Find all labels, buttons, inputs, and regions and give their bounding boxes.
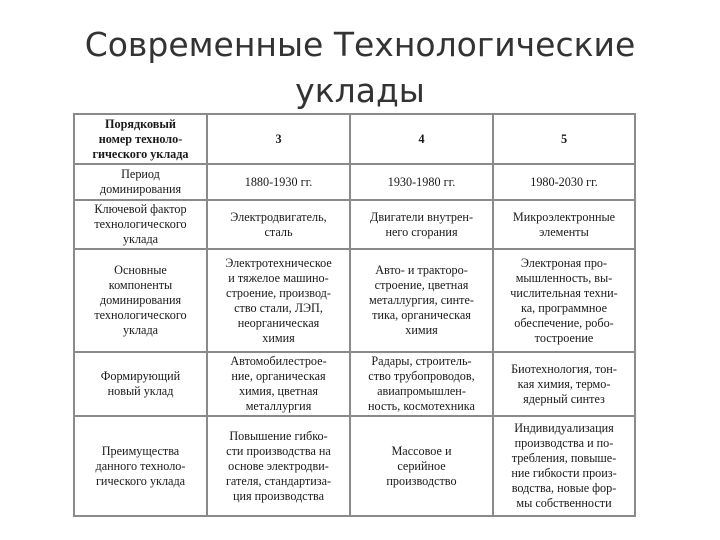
row-label-cell [74,352,207,416]
row-label-line: доминирования [99,182,182,196]
tech-modes-table [73,113,636,517]
cell-line: металлургия [245,399,312,413]
cell-line: Автомобилестрое- [230,354,327,368]
table-cell [493,352,635,416]
cell-line: тостроение [534,330,594,345]
header-label-line: гического уклада [92,146,189,161]
cell-line: химия [405,323,438,337]
title-line-2: уклады [295,71,425,110]
cell-line: ние гибкости произ- [511,466,617,480]
cell-line: строение, производ- [226,285,331,300]
row-label-line: компоненты [108,278,173,292]
table-cell [207,164,350,200]
cell-line: сталь [264,224,293,239]
table-cell [207,249,350,352]
cell-line: Авто- и трактoро- [375,263,468,277]
cell-line: водства, новые фор- [511,481,617,495]
row-label-line: Основные [114,263,167,277]
table-row [74,164,635,200]
row-label-line: технологического [94,217,187,231]
row-label-line: доминирования [99,293,182,307]
cell-line: Повышение гибко- [229,428,328,443]
cell-line: Электроная про- [520,255,608,270]
cell-line: Индивидуализация [514,421,614,435]
cell-line: производство [386,473,457,488]
title-line-1: Современные Технологические [84,25,636,64]
table-cell [350,164,493,200]
table-cell [350,200,493,249]
cell-line: Двигатели внутрен- [370,209,473,224]
header-col-4: 4 [350,114,493,164]
cell-line: неорганическая [237,315,320,330]
cell-line: ние, органическая [231,369,326,383]
row-label-line: уклада [122,232,159,246]
cell-line: тика, органическая [372,308,471,322]
row-label-line: технологического [94,308,187,322]
cell-line: основе электродви- [228,458,329,473]
row-label-line: гического уклада [95,473,186,488]
table-cell [207,416,350,516]
table-cell [493,200,635,249]
cell-line: требления, повыше- [511,451,617,465]
table-row [74,416,635,516]
cell-line: обеспечение, робо- [514,315,614,330]
cell-line: 1930-1980 гг. [387,174,456,189]
header-label-line: Порядковый [105,116,176,131]
cell-line: Биотехнология, тон- [511,361,617,376]
cell-line: авиапромышлен- [377,384,466,398]
cell-line: гателя, стандартиза- [225,473,332,488]
row-label-line: Преимущества [101,443,180,458]
header-label-cell [74,114,207,164]
cell-line: производства и по- [514,436,614,450]
cell-line: ка, программное [520,300,608,315]
cell-line: Микроэлектронные [512,209,616,224]
table-cell [207,200,350,249]
cell-line: Массовое и [391,443,452,458]
header-col-5: 5 [493,114,635,164]
table-cell [493,416,635,516]
table-cell [207,352,350,416]
row-label-cell [74,200,207,249]
row-label-line: Ключевой фактор [94,202,187,216]
cell-line: мышленность, вы- [515,270,613,285]
slide-title [0,22,720,114]
cell-line: ство стали, ЛЭП, [234,300,323,315]
table-cell [493,249,635,352]
cell-line: ядерный синтез [523,391,605,406]
cell-line: металлургия, синте- [369,293,474,307]
cell-line: сти производства на [226,443,331,458]
row-label-line: Формирующий [100,369,181,383]
cell-line: числительная техни- [510,285,618,300]
header-label-line: номер техноло- [98,131,183,146]
cell-line: Электродвигатель, [230,209,327,224]
table-row [74,249,635,352]
cell-line: ность, космотехника [368,399,475,413]
row-label-line: данного техноло- [95,458,186,473]
table-cell [350,352,493,416]
cell-line: химия [262,330,295,345]
cell-line: и тяжелое машино- [228,270,329,285]
table-cell [350,416,493,516]
row-label-line: Период [121,167,160,181]
row-label-line: уклада [122,323,159,337]
cell-line: серийное [397,458,446,473]
row-label-cell [74,249,207,352]
header-row [74,114,635,164]
table-row [74,352,635,416]
cell-line: Радары, строитель- [371,354,472,368]
table-row [74,200,635,249]
row-label-line: новый уклад [107,384,174,398]
cell-line: кая химия, термо- [517,376,611,391]
cell-line: 1880-1930 гг. [244,174,313,189]
cell-line: Электротехническое [225,255,332,270]
cell-line: 1980-2030 гг. [530,174,598,189]
row-label-cell [74,164,207,200]
cell-line: него сгорания [385,224,458,239]
cell-line: ция производства [232,488,325,503]
row-label-cell [74,416,207,516]
table-cell [493,164,635,200]
header-col-3: 3 [207,114,350,164]
cell-line: строение, цветная [374,278,469,292]
cell-line: мы собственности [516,496,612,510]
cell-line: элементы [539,224,589,239]
cell-line: ство трубопроводов, [368,369,475,383]
table-cell [350,249,493,352]
cell-line: химия, цветная [238,384,319,398]
